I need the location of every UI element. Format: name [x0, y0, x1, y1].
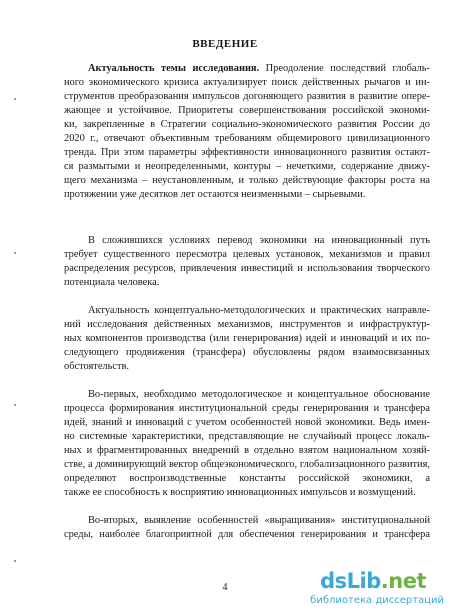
scan-mark [14, 98, 16, 100]
text-line: струментов преобразования импульсов догоняющего развития в развитие опере- [64, 91, 430, 102]
scan-mark [14, 404, 16, 406]
text-line: тренда. При этом параметры эффективности инновационного развития остают- [64, 147, 430, 158]
text-line: Во-вторых, выявление особенностей «выращивания» институциональной [88, 515, 430, 526]
text-line: стве, а доминирующий вектор общеэкономического, глобализационного развития, [64, 459, 430, 470]
text-line: но системные характеристики, представляющие не случайный процесс локаль- [64, 431, 430, 442]
text-line: ся размытыми и неопределенными, контуры – нечеткими, содержание движу- [64, 161, 430, 172]
scan-mark [14, 560, 16, 562]
text-line: Актуальность концептуально-методологических и практических направле- [88, 305, 430, 316]
text-line: определяют воспроизводственные константы российской экономики, а [64, 473, 430, 484]
text-line: следующего продвижения (трансфера) обусловлены рядом взаимосвязанных [64, 347, 430, 358]
text-line: щего механизма – неустановленным, и только действующие факторы роста на [64, 175, 430, 186]
scan-mark [14, 252, 16, 254]
text-line: ки, закрепленные в Стратегии социально-экономического развития России до [64, 119, 430, 130]
text-line: распределения ресурсов, привлечения инвестиций и использования творческого [64, 263, 430, 274]
text-line: 2020 г., отвечают объективным требованиям общемирового цивилизационного [64, 133, 430, 144]
text-line: В сложившихся условиях перевод экономики на инновационный путь [88, 235, 430, 246]
text-line: протяжении уже десятков лет остаются неизменными – сырьевыми. [64, 189, 366, 200]
text-line: ного экономического кризиса актуализирует поиск действенных рычагов и ин- [64, 77, 430, 88]
text-line: процесса формирования институциональной среды генерирования и трансфера [64, 403, 430, 414]
watermark [296, 569, 444, 613]
text-line: ний исследования действенных механизмов, инструментов и инфраструктур- [64, 319, 430, 330]
text-line: также ее способность к восприятию инновационных импульсов и возмущений. [64, 487, 416, 498]
text-line: Актуальность темы исследования. Преодоление последствий глобаль- [88, 63, 431, 74]
text-line: ных компонентов производства (или генерирования) идей и инноваций и их по- [64, 333, 430, 344]
text-line: жающее и устойчивое. Приоритеты совершенствования российской экономи- [64, 105, 430, 116]
text-line: ных и фрагментированных внедрений в отдельно взятом национальном хозяй- [64, 445, 430, 456]
text-line: Во-первых, необходимо методологическое и концептуальное обоснование [88, 389, 430, 400]
text-line: идей, знаний и инноваций с учетом особенностей новой экономики. Ведь имен- [64, 417, 430, 428]
watermark-subtitle: библиотека диссертаций [310, 595, 444, 606]
text-line: требует существенного пересмотра целевых установок, механизмов и правил [64, 249, 430, 260]
text-line: обстоятельств. [64, 361, 130, 372]
text-line: среды, наиболее благоприятной для обеспечения генерирования и трансфера [64, 529, 430, 540]
page-number: 4 [222, 582, 228, 593]
page-title: ВВЕДЕНИЕ [192, 38, 258, 50]
text-line: потенциала человека. [64, 277, 160, 288]
watermark-logo: dsLib.net [320, 569, 426, 593]
lead-bold: Актуальность темы исследования. [88, 63, 260, 74]
